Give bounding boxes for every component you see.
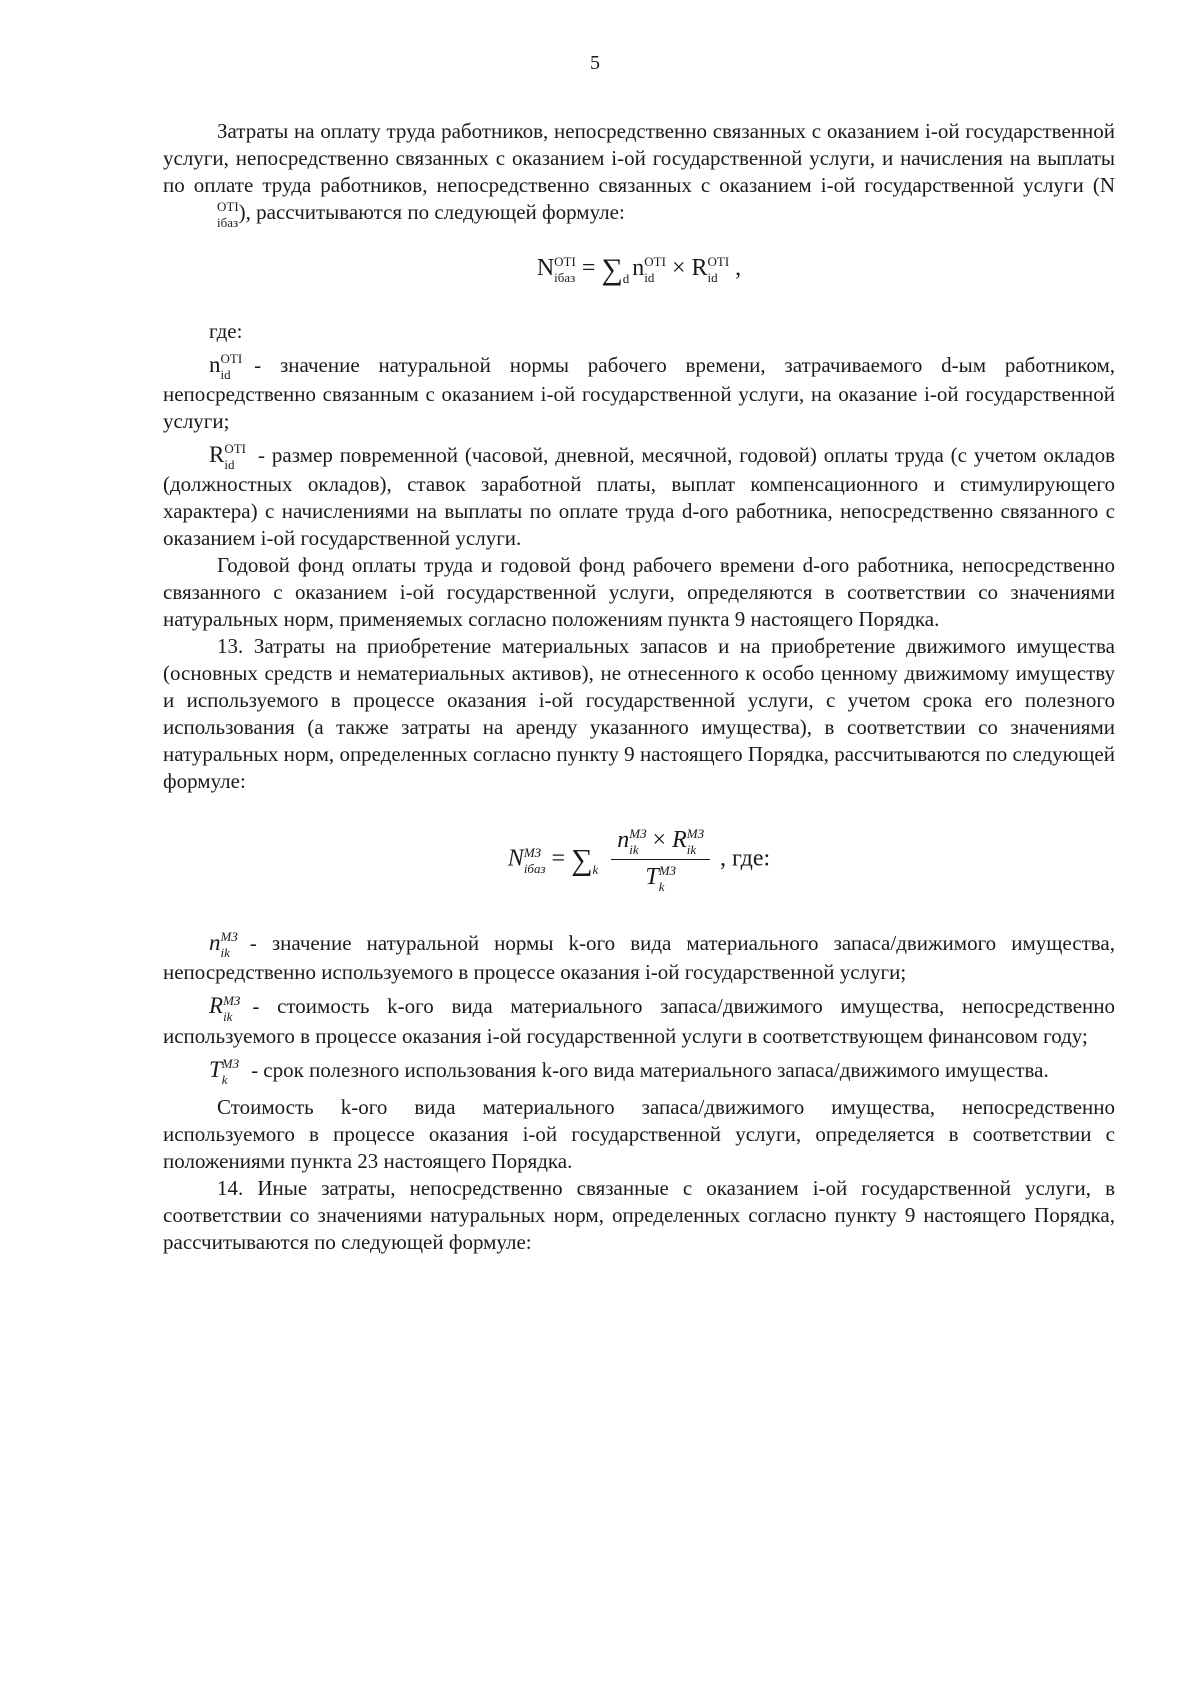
paragraph-intro-text: Затраты на оплату труда работников, непосредственно связанных с оказанием i-ой государственной услуги, непосредственно связанных с оказанием i-ой государственной услуги, и начисления на выплаты по оплате труда работников, непосредственно связанных с оказанием i-ой государственной услуги ( bbox=[163, 119, 1115, 197]
paragraph-cost: Стоимость k-ого вида материального запаса/движимого имущества, непосредственно используемого в процессе оказания i-ой государственной услуги, определяется в соответствии с положениями пункта 23 настоящего Порядка. bbox=[163, 1094, 1115, 1173]
inline-symbol-n-oti-base: N ОТI iбаз bbox=[217, 173, 1115, 230]
paragraph-14: 14. Иные затраты, непосредственно связанные с оказанием i-ой государственной услуги, в соответствии со значениями натуральных норм, определенных согласно пункту 9 настоящего Порядка, рассчитываются по следующей формуле: bbox=[163, 1175, 1115, 1254]
formula-fraction: n МЗ ik × R МЗ ik T МЗ k bbox=[611, 827, 710, 893]
paragraph-intro-end: ), рассчитываются по следующей формуле: bbox=[238, 200, 625, 224]
paragraph-13: 13. Затраты на приобретение материальных запасов и на приобретение движимого имущества (основных средств и нематериальных активов), не отнесенного к особо ценному движимому имуществу и используемого в процессе оказания i-ой государственной услуги, с учетом срока его полезного использования (а также затраты на аренду указанного имущества), в соответствии со значениями натуральных норм, определенных согласно пункту 9 настоящего Порядка, рассчитываются по следующей формуле: bbox=[163, 634, 1115, 794]
formula-materials: N МЗ iбаз = $\sum_k$ n МЗ ik × R МЗ ik T МЗ k , где: bbox=[507, 826, 771, 895]
definition-r-mz: R МЗ ik - стоимость k-ого вида материального запаса/движимого имущества, непосредственно используемого в процессе оказания i-ой государственной услуги в соответствующем финансовом году; bbox=[163, 992, 1115, 1048]
paragraph-intro bbox=[163, 118, 1115, 229]
definition-t-mz: T МЗ k - срок полезного использования k-ого вида материального запаса/движимого имущества. bbox=[209, 1055, 1049, 1087]
page-number: 5 bbox=[590, 52, 600, 74]
definition-r-oti: R ОТI id - размер повременной (часовой, дневной, месячной, годовой) оплаты труда (с учетом окладов (должностных окладов), ставок заработной платы, выплат компенсационного и стимулирующего характера) с начислениями на выплаты по оплате труда d-ого работника, непосредственно связанного с оказанием i-ой государственной услуги. bbox=[163, 441, 1115, 551]
document-body bbox=[163, 118, 1115, 1256]
definition-n-oti: n ОТI id - значение натуральной нормы рабочего времени, затрачиваемого d-ым работником, непосредственно связанным с оказанием i-ой государственной услуги, на оказание i-ой государственной услуги; bbox=[163, 350, 1115, 433]
formula-labor: N ОТI iбаз = $\sum_d$ n ОТI id × R ОТI id , bbox=[536, 252, 742, 286]
definition-n-mz: n МЗ ik - значение натуральной нормы k-ого вида материального запаса/движимого имущества, непосредственно используемого в процессе оказания i-ой государственной услуги; bbox=[163, 929, 1115, 985]
where-label: где: bbox=[209, 318, 243, 343]
paragraph-fund: Годовой фонд оплаты труда и годовой фонд рабочего времени d-ого работника, непосредственно связанного с оказанием i-ой государственной услуги, определяются в соответствии со значениями натуральных норм, применяемых согласно положениям пункта 9 настоящего Порядка. bbox=[163, 553, 1115, 632]
